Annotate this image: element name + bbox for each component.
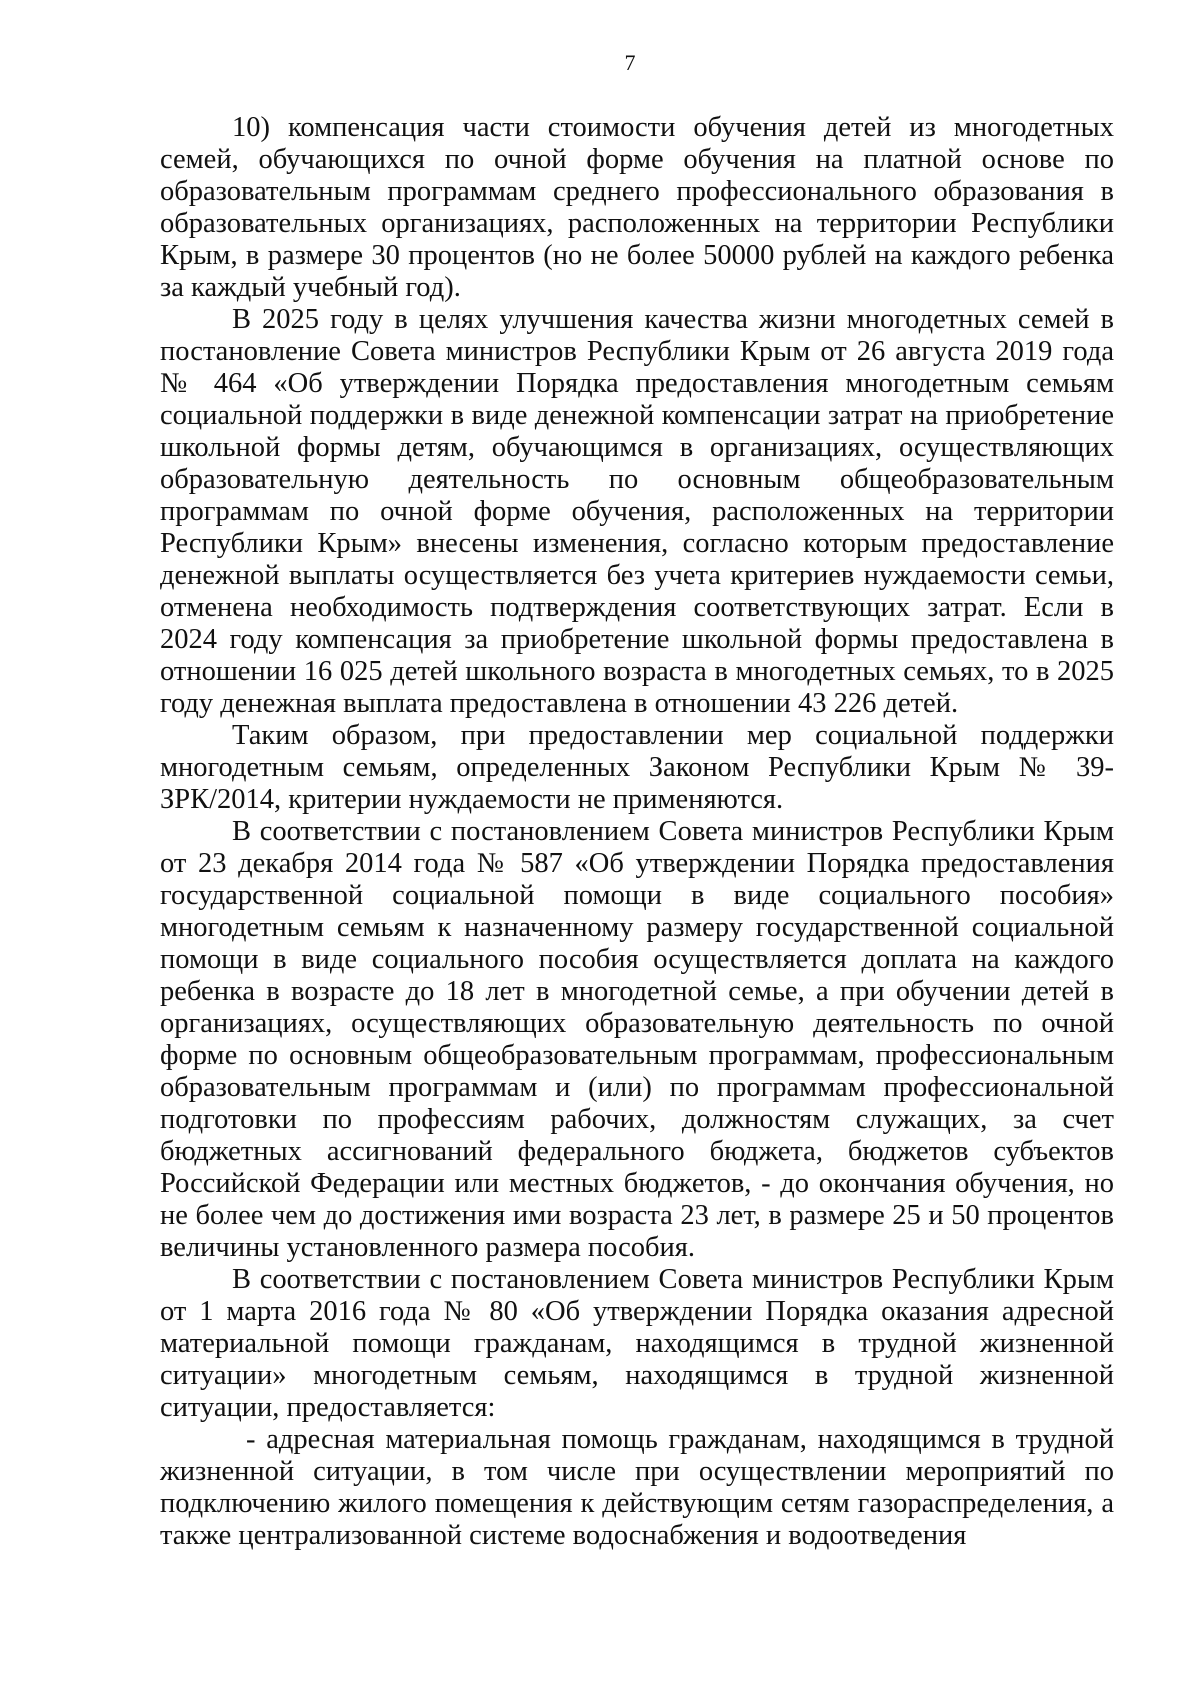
document-body xyxy=(160,112,1114,1552)
paragraph-school-uniform-compensation: В 2025 году в целях улучшения качества жизни многодетных семей в постановление Совета министров Республики Крым от 26 августа 2019 года № 464 «Об утверждении Порядка предоставления многодетным семьям социальной поддержки в виде денежной компенсации затрат на приобретение школьной формы детям, обучающимся в организациях, осуществляющих образовательную деятельность по основным общеобразовательным программам по очной форме обучения, расположенных на территории Республики Крым» внесены изменения, согласно которым предоставление денежной выплаты осуществляется без учета критериев нуждаемости семьи, отменена необходимость подтверждения соответствующих затрат. Если в 2024 году компенсация за приобретение школьной формы предоставлена в отношении 16 025 детей школьного возраста в многодетных семьях, то в 2025 году денежная выплата предоставлена в отношении 43 226 детей. xyxy=(160,304,1114,719)
page-number: 7 xyxy=(624,50,636,75)
list-item-targeted-material-help: - адресная материальная помощь гражданам, находящимся в трудной жизненной ситуации, в том числе при осуществлении мероприятий по подключению жилого помещения к действующим сетям газораспределения, а также централизованной системе водоснабжения и водоотведения xyxy=(160,1424,1114,1551)
paragraph-targeted-assistance: В соответствии с постановлением Совета министров Республики Крым от 1 марта 2016 года № 80 «Об утверждении Порядка оказания адресной материальной помощи гражданам, находящимся в трудной жизненной ситуации» многодетным семьям, находящимся в трудной жизненной ситуации, предоставляется: xyxy=(160,1264,1114,1423)
paragraph-need-criteria: Таким образом, при предоставлении мер социальной поддержки многодетным семьям, определенных Законом Республики Крым № 39-ЗРК/2014, критерии нуждаемости не применяются. xyxy=(160,720,1114,815)
paragraph-social-allowance: В соответствии с постановлением Совета министров Республики Крым от 23 декабря 2014 года № 587 «Об утверждении Порядка предоставления государственной социальной помощи в виде социального пособия» многодетным семьям к назначенному размеру государственной социальной помощи в виде социального пособия осуществляется доплата на каждого ребенка в возрасте до 18 лет в многодетной семье, а при обучении детей в организациях, осуществляющих образовательную деятельность по очной форме по основным общеобразовательным программам, профессиональным образовательным программам и (или) по программам профессиональной подготовки по профессиям рабочих, должностям служащих, за счет бюджетных ассигнований федерального бюджета, бюджетов субъектов Российской Федерации или местных бюджетов, - до окончания обучения, но не более чем до достижения ими возраста 23 лет, в размере 25 и 50 процентов величины установленного размера пособия. xyxy=(160,816,1114,1263)
paragraph-item-10-tuition-compensation: 10) компенсация части стоимости обучения детей из многодетных семей, обучающихся по очной форме обучения на платной основе по образовательным программам среднего профессионального образования в образовательных организациях, расположенных на территории Республики Крым, в размере 30 процентов (но не более 50000 рублей на каждого ребенка за каждый учебный год). xyxy=(160,112,1114,303)
